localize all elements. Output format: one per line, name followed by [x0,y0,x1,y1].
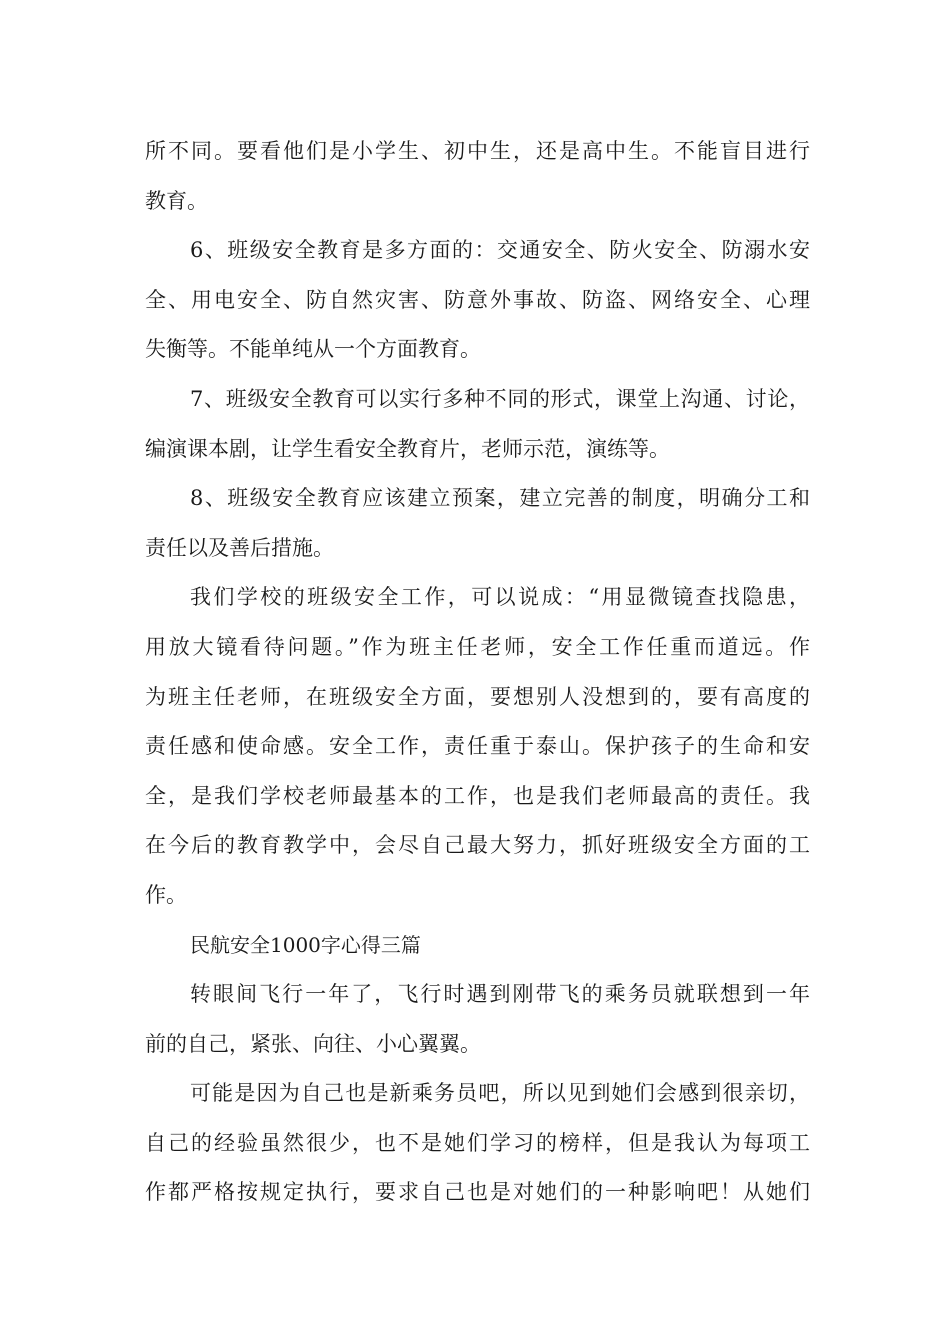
text-line: 6、班级安全教育是多方面的：交通安全、防火安全、防溺水安 [190,238,810,263]
text-line: 作。 [145,882,187,907]
text-line: 编演课本剧，让学生看安全教育片，老师示范，演练等。 [145,436,670,461]
text-line: 可能是因为自己也是新乘务员吧，所以见到她们会感到很亲切， [190,1081,810,1106]
document-body [145,127,810,1218]
text-line: 我们学校的班级安全工作，可以说成：“用显微镜查找隐患， [190,585,810,610]
text-line: 自己的经验虽然很少，也不是她们学习的榜样，但是我认为每项工 [145,1130,810,1155]
text-line: 8、班级安全教育应该建立预案，建立完善的制度，明确分工和 [190,486,810,511]
text-line: 责任以及善后措施。 [145,535,334,560]
text-line: 为班主任老师，在班级安全方面，要想别人没想到的，要有高度的 [145,684,810,709]
text-line: 所不同。要看他们是小学生、初中生，还是高中生。不能盲目进行 [145,139,810,163]
text-line: 前的自己，紧张、向往、小心翼翼。 [145,1031,481,1056]
text-line: 教育。 [145,188,208,213]
text-line: 7、班级安全教育可以实行多种不同的形式，课堂上沟通、讨论， [190,386,810,411]
text-line: 责任感和使命感。安全工作，责任重于泰山。保护孩子的生命和安 [145,734,810,759]
text-line: 用放大镜看待问题。”作为班主任老师，安全工作任重而道远。作 [145,634,810,659]
text-line: 全、用电安全、防自然灾害、防意外事故、防盗、网络安全、心理 [145,287,810,312]
text-line: 作都严格按规定执行，要求自己也是对她们的一种影响吧！从她们 [145,1180,810,1205]
text-line: 转眼间飞行一年了，飞行时遇到刚带飞的乘务员就联想到一年 [190,982,810,1007]
text-line: 在今后的教育教学中，会尽自己最大努力，抓好班级安全方面的工 [145,833,810,858]
section-heading: 民航安全1000字心得三篇 [190,932,421,957]
text-line: 全，是我们学校老师最基本的工作，也是我们老师最高的责任。我 [145,783,810,808]
text-line: 失衡等。不能单纯从一个方面教育。 [145,337,481,362]
